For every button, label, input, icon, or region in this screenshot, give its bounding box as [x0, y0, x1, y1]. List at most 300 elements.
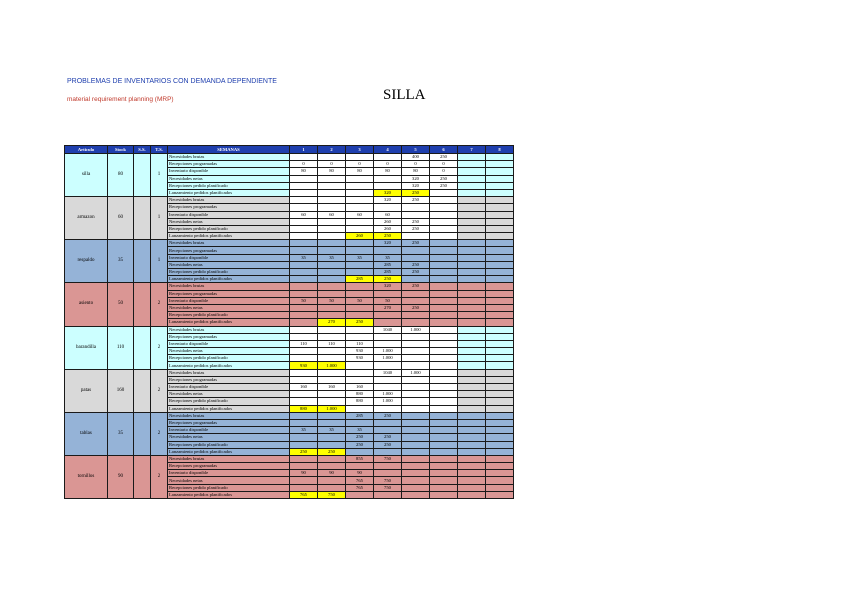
- week-cell: [458, 491, 486, 498]
- week-cell: [402, 376, 430, 383]
- week-cell: [374, 427, 402, 434]
- row-label: Recepciones pedido planificado: [168, 225, 290, 232]
- stock-value: 160: [108, 369, 134, 412]
- row-label: Inventario disponible: [168, 297, 290, 304]
- week-cell: [458, 412, 486, 419]
- week-cell: 250: [402, 304, 430, 311]
- week-cell: [402, 340, 430, 347]
- week-cell: 110: [290, 340, 318, 347]
- week-cell: [346, 376, 374, 383]
- week-cell: [346, 419, 374, 426]
- week-cell: [374, 448, 402, 455]
- week-cell: [458, 391, 486, 398]
- week-cell: [430, 448, 458, 455]
- week-cell: [290, 391, 318, 398]
- week-cell: [290, 197, 318, 204]
- week-cell: [458, 441, 486, 448]
- week-cell: [374, 384, 402, 391]
- week-cell: [430, 369, 458, 376]
- week-cell: [402, 247, 430, 254]
- week-cell: [290, 189, 318, 196]
- week-cell: 250: [402, 269, 430, 276]
- week-cell: 400: [402, 154, 430, 161]
- week-cell: [290, 283, 318, 290]
- row-label: Necesidades brutas: [168, 412, 290, 419]
- week-cell: [458, 175, 486, 182]
- week-cell: 0: [374, 161, 402, 168]
- column-header: 5: [402, 146, 430, 154]
- week-cell: [402, 419, 430, 426]
- week-cell: [430, 254, 458, 261]
- article-name: silla: [65, 154, 108, 197]
- week-cell: [346, 405, 374, 412]
- week-cell: [318, 391, 346, 398]
- row-label: Recepciones programadas: [168, 419, 290, 426]
- article-name: patas: [65, 369, 108, 412]
- safety-stock-value: [134, 326, 151, 369]
- week-cell: [430, 204, 458, 211]
- week-cell: [486, 319, 514, 326]
- week-cell: 250: [290, 448, 318, 455]
- table-row: [65, 240, 514, 247]
- safety-stock-value: [134, 412, 151, 455]
- week-cell: 250: [346, 441, 374, 448]
- safety-stock-value: [134, 283, 151, 326]
- table-row: [65, 455, 514, 462]
- week-cell: [318, 484, 346, 491]
- week-cell: [402, 405, 430, 412]
- week-cell: [458, 182, 486, 189]
- week-cell: [458, 477, 486, 484]
- week-cell: 250: [402, 189, 430, 196]
- safety-stock-value: [134, 154, 151, 197]
- week-cell: [318, 419, 346, 426]
- column-header: 3: [346, 146, 374, 154]
- week-cell: [458, 204, 486, 211]
- week-cell: [402, 434, 430, 441]
- week-cell: 35: [290, 427, 318, 434]
- week-cell: [486, 369, 514, 376]
- week-cell: 880: [346, 391, 374, 398]
- week-cell: 320: [374, 240, 402, 247]
- week-cell: [486, 463, 514, 470]
- week-cell: [290, 269, 318, 276]
- week-cell: [486, 297, 514, 304]
- row-label: Necesidades netas: [168, 218, 290, 225]
- week-cell: [458, 470, 486, 477]
- week-cell: [458, 312, 486, 319]
- week-cell: [374, 204, 402, 211]
- week-cell: [430, 355, 458, 362]
- week-cell: [430, 412, 458, 419]
- week-cell: 250: [402, 225, 430, 232]
- week-cell: [486, 240, 514, 247]
- week-cell: [458, 269, 486, 276]
- row-label: Necesidades netas: [168, 477, 290, 484]
- row-label: Lanzamiento pedidos planificados: [168, 405, 290, 412]
- week-cell: [290, 175, 318, 182]
- week-cell: [458, 297, 486, 304]
- column-header: 2: [318, 146, 346, 154]
- week-cell: [486, 211, 514, 218]
- week-cell: [486, 376, 514, 383]
- week-cell: [290, 225, 318, 232]
- row-label: Lanzamiento pedidos planificados: [168, 319, 290, 326]
- week-cell: 35: [318, 254, 346, 261]
- week-cell: [402, 463, 430, 470]
- week-cell: [430, 283, 458, 290]
- week-cell: [346, 189, 374, 196]
- row-label: Lanzamiento pedidos planificados: [168, 189, 290, 196]
- week-cell: [346, 247, 374, 254]
- row-label: Necesidades netas: [168, 434, 290, 441]
- week-cell: 250: [430, 182, 458, 189]
- week-cell: [290, 154, 318, 161]
- week-cell: 1.000: [374, 391, 402, 398]
- week-cell: [486, 484, 514, 491]
- week-cell: [290, 484, 318, 491]
- week-cell: [402, 348, 430, 355]
- week-cell: [430, 455, 458, 462]
- week-cell: [486, 455, 514, 462]
- week-cell: [430, 261, 458, 268]
- week-cell: [290, 369, 318, 376]
- week-cell: [290, 441, 318, 448]
- week-cell: 750: [374, 484, 402, 491]
- week-cell: [346, 333, 374, 340]
- week-cell: [374, 333, 402, 340]
- week-cell: [290, 261, 318, 268]
- week-cell: [458, 333, 486, 340]
- subject-heading: PROBLEMAS DE INVENTARIOS CON DEMANDA DEPENDIENTE: [67, 78, 277, 85]
- week-cell: [402, 441, 430, 448]
- week-cell: [486, 261, 514, 268]
- week-cell: [486, 391, 514, 398]
- week-cell: [430, 477, 458, 484]
- week-cell: [346, 218, 374, 225]
- week-cell: [430, 189, 458, 196]
- week-cell: [318, 283, 346, 290]
- week-cell: [430, 333, 458, 340]
- week-cell: 1040: [374, 326, 402, 333]
- week-cell: [458, 362, 486, 369]
- column-header: Artículo: [65, 146, 108, 154]
- lead-time-value: 1: [151, 154, 168, 197]
- week-cell: [318, 398, 346, 405]
- week-cell: 80: [346, 168, 374, 175]
- week-cell: 750: [374, 477, 402, 484]
- week-cell: [458, 484, 486, 491]
- week-cell: [486, 197, 514, 204]
- week-cell: [430, 391, 458, 398]
- week-cell: [458, 427, 486, 434]
- week-cell: [430, 427, 458, 434]
- week-cell: [458, 355, 486, 362]
- week-cell: [290, 477, 318, 484]
- week-cell: [402, 362, 430, 369]
- week-cell: [430, 376, 458, 383]
- week-cell: 765: [346, 477, 374, 484]
- week-cell: 110: [346, 340, 374, 347]
- week-cell: [402, 355, 430, 362]
- week-cell: [430, 398, 458, 405]
- week-cell: [486, 398, 514, 405]
- week-cell: [346, 290, 374, 297]
- week-cell: [458, 189, 486, 196]
- week-cell: 0: [402, 161, 430, 168]
- row-label: Recepciones pedido planificado: [168, 398, 290, 405]
- article-name: tornillos: [65, 455, 108, 498]
- week-cell: [318, 376, 346, 383]
- week-cell: 0: [346, 161, 374, 168]
- week-cell: [290, 398, 318, 405]
- week-cell: [346, 182, 374, 189]
- week-cell: [402, 455, 430, 462]
- week-cell: 320: [374, 189, 402, 196]
- row-label: Necesidades netas: [168, 391, 290, 398]
- week-cell: 250: [374, 441, 402, 448]
- week-cell: 285: [346, 412, 374, 419]
- week-cell: 320: [374, 197, 402, 204]
- week-cell: 320: [402, 182, 430, 189]
- week-cell: [486, 434, 514, 441]
- week-cell: 320: [374, 283, 402, 290]
- week-cell: [486, 312, 514, 319]
- week-cell: [458, 240, 486, 247]
- week-cell: [458, 261, 486, 268]
- column-header: 4: [374, 146, 402, 154]
- week-cell: [486, 405, 514, 412]
- stock-value: 35: [108, 240, 134, 283]
- week-cell: [486, 419, 514, 426]
- week-cell: [318, 182, 346, 189]
- week-cell: 1.000: [318, 405, 346, 412]
- week-cell: [486, 470, 514, 477]
- week-cell: 250: [402, 261, 430, 268]
- week-cell: [290, 276, 318, 283]
- week-cell: 750: [318, 491, 346, 498]
- week-cell: [486, 182, 514, 189]
- week-cell: 1.000: [374, 398, 402, 405]
- week-cell: [402, 491, 430, 498]
- week-cell: [486, 189, 514, 196]
- week-cell: [374, 290, 402, 297]
- article-name: barandilla: [65, 326, 108, 369]
- week-cell: [486, 362, 514, 369]
- week-cell: 880: [290, 405, 318, 412]
- article-name: tablas: [65, 412, 108, 455]
- week-cell: [290, 376, 318, 383]
- week-cell: [318, 261, 346, 268]
- week-cell: [486, 304, 514, 311]
- week-cell: [430, 312, 458, 319]
- stock-value: 110: [108, 326, 134, 369]
- week-cell: [374, 470, 402, 477]
- week-cell: [486, 276, 514, 283]
- page-title: SILLA: [383, 87, 426, 103]
- week-cell: 250: [374, 233, 402, 240]
- week-cell: 60: [290, 211, 318, 218]
- column-header: T.S.: [151, 146, 168, 154]
- week-cell: [486, 204, 514, 211]
- week-cell: [430, 304, 458, 311]
- row-label: Inventario disponible: [168, 168, 290, 175]
- week-cell: [318, 197, 346, 204]
- week-cell: 765: [290, 491, 318, 498]
- week-cell: 250: [318, 448, 346, 455]
- week-cell: [486, 168, 514, 175]
- week-cell: 260: [346, 233, 374, 240]
- table-row: [65, 197, 514, 204]
- week-cell: 250: [346, 319, 374, 326]
- week-cell: 160: [290, 384, 318, 391]
- row-label: Inventario disponible: [168, 470, 290, 477]
- row-label: Necesidades brutas: [168, 197, 290, 204]
- row-label: Lanzamiento pedidos planificados: [168, 491, 290, 498]
- week-cell: 35: [290, 254, 318, 261]
- week-cell: 930: [290, 362, 318, 369]
- week-cell: [430, 276, 458, 283]
- row-label: Necesidades brutas: [168, 369, 290, 376]
- week-cell: 250: [346, 434, 374, 441]
- week-cell: [290, 326, 318, 333]
- week-cell: [318, 154, 346, 161]
- row-label: Recepciones pedido planificado: [168, 441, 290, 448]
- row-label: Recepciones programadas: [168, 247, 290, 254]
- week-cell: 320: [402, 175, 430, 182]
- week-cell: [318, 312, 346, 319]
- week-cell: [486, 333, 514, 340]
- week-cell: [430, 484, 458, 491]
- week-cell: [346, 197, 374, 204]
- week-cell: 1.000: [402, 326, 430, 333]
- week-cell: [318, 225, 346, 232]
- week-cell: [430, 218, 458, 225]
- week-cell: [402, 211, 430, 218]
- week-cell: [430, 419, 458, 426]
- week-cell: 60: [374, 211, 402, 218]
- week-cell: [486, 348, 514, 355]
- week-cell: 80: [374, 168, 402, 175]
- week-cell: [374, 491, 402, 498]
- week-cell: [486, 254, 514, 261]
- week-cell: [486, 384, 514, 391]
- week-cell: [486, 355, 514, 362]
- week-cell: [290, 463, 318, 470]
- week-cell: [290, 204, 318, 211]
- week-cell: [374, 419, 402, 426]
- week-cell: [402, 297, 430, 304]
- row-label: Necesidades netas: [168, 175, 290, 182]
- week-cell: [402, 319, 430, 326]
- week-cell: [290, 355, 318, 362]
- week-cell: 1.000: [318, 362, 346, 369]
- row-label: Inventario disponible: [168, 427, 290, 434]
- week-cell: [290, 233, 318, 240]
- week-cell: [486, 175, 514, 182]
- week-cell: [430, 463, 458, 470]
- week-cell: [430, 225, 458, 232]
- week-cell: [486, 218, 514, 225]
- stock-value: 80: [108, 154, 134, 197]
- week-cell: [458, 168, 486, 175]
- week-cell: [486, 225, 514, 232]
- week-cell: [318, 441, 346, 448]
- week-cell: 160: [346, 384, 374, 391]
- week-cell: [458, 247, 486, 254]
- stock-value: 90: [108, 455, 134, 498]
- week-cell: 50: [374, 297, 402, 304]
- safety-stock-value: [134, 197, 151, 240]
- week-cell: 35: [374, 254, 402, 261]
- week-cell: [458, 233, 486, 240]
- week-cell: [430, 319, 458, 326]
- week-cell: [374, 319, 402, 326]
- week-cell: 250: [402, 240, 430, 247]
- week-cell: [374, 463, 402, 470]
- week-cell: [402, 484, 430, 491]
- lead-time-value: 2: [151, 455, 168, 498]
- table-row: [65, 412, 514, 419]
- week-cell: [318, 240, 346, 247]
- row-label: Lanzamiento pedidos planificados: [168, 276, 290, 283]
- week-cell: [402, 290, 430, 297]
- row-label: Inventario disponible: [168, 384, 290, 391]
- week-cell: 260: [374, 225, 402, 232]
- week-cell: [458, 340, 486, 347]
- week-cell: [430, 211, 458, 218]
- lead-time-value: 2: [151, 369, 168, 412]
- week-cell: [486, 154, 514, 161]
- column-header: SEMANAS: [168, 146, 290, 154]
- week-cell: [290, 218, 318, 225]
- row-label: Necesidades brutas: [168, 326, 290, 333]
- week-cell: 270: [374, 304, 402, 311]
- column-header: 6: [430, 146, 458, 154]
- week-cell: [402, 398, 430, 405]
- week-cell: 0: [430, 161, 458, 168]
- week-cell: [430, 290, 458, 297]
- table-row: [65, 154, 514, 161]
- mrp-table: [64, 145, 514, 499]
- week-cell: [318, 290, 346, 297]
- column-header: S.S.: [134, 146, 151, 154]
- week-cell: [430, 491, 458, 498]
- week-cell: [290, 182, 318, 189]
- week-cell: [402, 470, 430, 477]
- week-cell: [318, 269, 346, 276]
- week-cell: [346, 204, 374, 211]
- week-cell: 90: [318, 470, 346, 477]
- week-cell: [346, 154, 374, 161]
- week-cell: 1.000: [402, 369, 430, 376]
- row-label: Inventario disponible: [168, 340, 290, 347]
- week-cell: 250: [402, 218, 430, 225]
- lead-time-value: 1: [151, 240, 168, 283]
- week-cell: [374, 182, 402, 189]
- table-row: [65, 326, 514, 333]
- week-cell: 80: [318, 168, 346, 175]
- week-cell: 250: [374, 276, 402, 283]
- week-cell: [430, 434, 458, 441]
- week-cell: [430, 269, 458, 276]
- week-cell: [430, 441, 458, 448]
- week-cell: [318, 326, 346, 333]
- week-cell: [318, 463, 346, 470]
- week-cell: [318, 369, 346, 376]
- week-cell: [402, 312, 430, 319]
- week-cell: 50: [346, 297, 374, 304]
